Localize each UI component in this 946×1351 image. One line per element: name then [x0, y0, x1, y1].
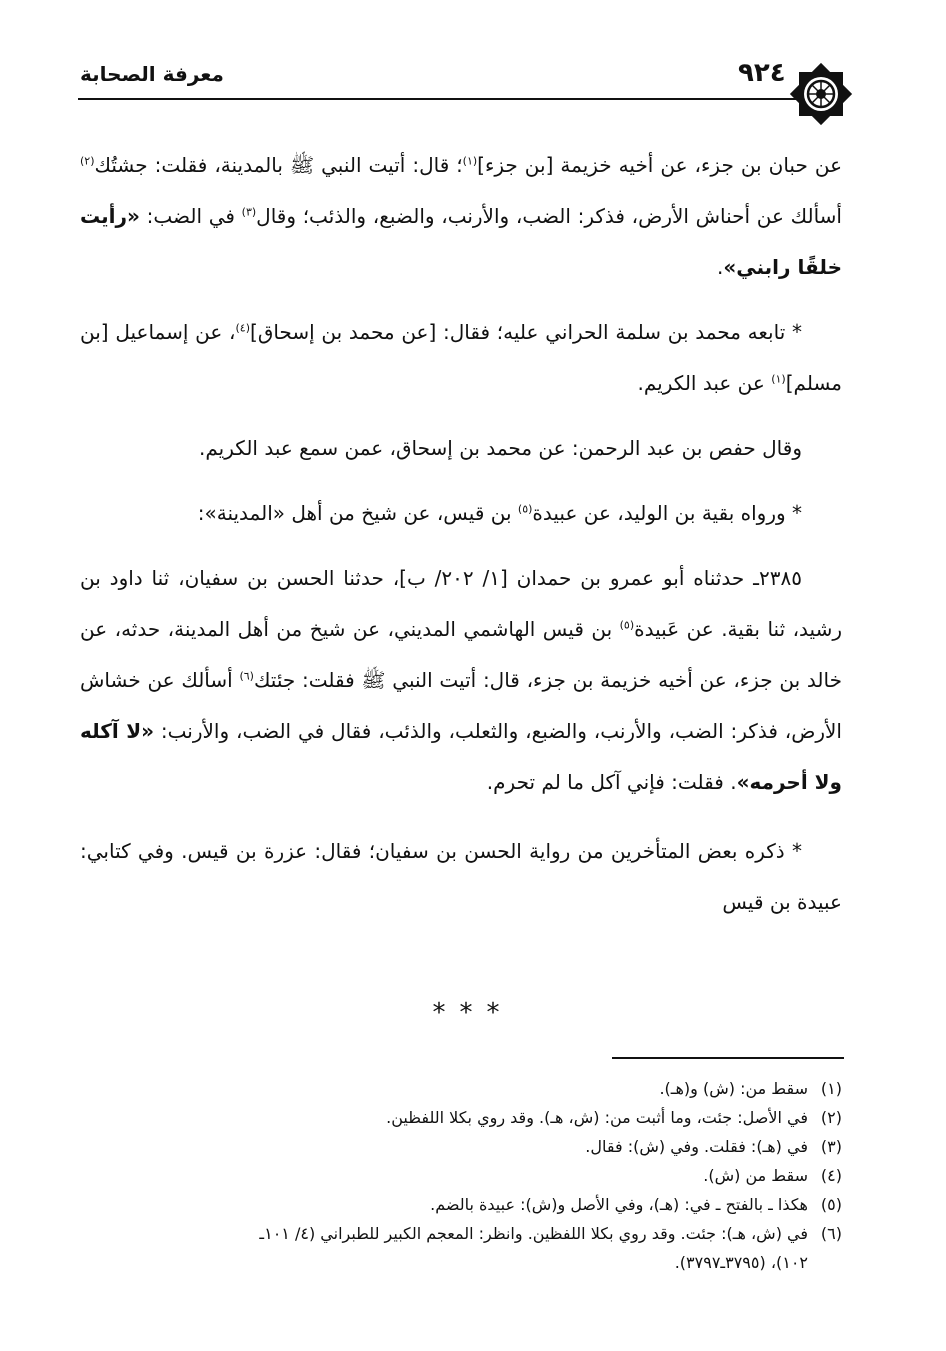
paragraph-1 [80, 140, 842, 293]
text-run: بن قيس، عن شيخ من أهل «المدينة»: [197, 501, 518, 525]
text-run: * تابعه محمد بن سلمة الحراني عليه؛ فقال: [عن محمد بن إسحاق] [250, 320, 802, 344]
footnote-text: هكذا ـ بالفتح ـ في: (هـ)، وفي الأصل و(ش): عبيدة بالضم. [430, 1195, 808, 1214]
hadith-quote: «رأيت خلقًا رابني» [80, 204, 842, 279]
footnote-ref[interactable]: (٥) [517, 502, 533, 516]
footnote-item [80, 1132, 842, 1161]
footnote-number: (٣) [820, 1137, 842, 1156]
text-run: ، عن إسماعيل [بن مسلم] [80, 320, 842, 395]
footnote-item [80, 1161, 842, 1190]
footnote-item [80, 1219, 842, 1248]
footnotes [80, 1074, 842, 1277]
paragraph-4 [80, 488, 842, 539]
paragraph-3: وقال حفص بن عبد الرحمن: عن محمد بن إسحاق، عمن سمع عبد الكريم. [199, 436, 802, 460]
text-run: . [716, 255, 724, 279]
paragraph-2 [80, 307, 842, 409]
section-separator: *** [432, 998, 514, 1028]
running-title: معرفة الصحابة [80, 62, 224, 86]
footnote-ref[interactable]: (٥) [619, 618, 635, 632]
text-run: أسألك عن أحناش الأرض، فذكر: الضب، والأرنب، والضبع، والذئب؛ وقال [256, 204, 842, 228]
text-run: عن عبد الكريم. [637, 371, 772, 395]
footnote-text: سقط من: (ش) و(هـ). [659, 1079, 808, 1098]
footnote-continuation: ١٠٢)، (٣٧٩٥ـ٣٧٩٧). [674, 1253, 808, 1272]
ornament-icon [785, 58, 857, 130]
header-rule [78, 98, 798, 100]
text-run: في الضب: [139, 204, 242, 228]
paragraph-5 [80, 553, 842, 808]
hadith-quote: «لا آكله ولا أحرمه» [80, 719, 842, 794]
footnote-rule [612, 1057, 844, 1059]
footnote-text: في الأصل: جئت، وما أثبت من: (ش، هـ). وقد روي بكلا اللفظين. [386, 1108, 808, 1127]
footnote-ref[interactable]: (١) [462, 154, 478, 168]
footnote-ref[interactable]: (٣) [241, 205, 257, 219]
paragraph-6: * ذكره بعض المتأخرين من رواية الحسن بن سفيان؛ فقال: عزرة بن قيس. وفي كتابي: عبيدة بن قيس [80, 839, 842, 914]
footnote-number: (٢) [820, 1108, 842, 1127]
footnote-ref[interactable]: (٤) [235, 321, 251, 335]
text-run: . فقلت: فإني آكل ما لم تحرم. [486, 770, 737, 794]
footnote-item [80, 1103, 842, 1132]
text-run: * ورواه بقية بن الوليد، عن عبيدة [532, 501, 802, 525]
footnote-text: في (هـ): فقلت. وفي (ش): فقال. [585, 1137, 808, 1156]
footnote-ref[interactable]: (٢) [80, 154, 95, 168]
text-run: ٢٣٨٥ـ حدثناه أبو عمرو بن حمدان [١/ ٢٠٢/ ب]، حدثنا الحسن بن سفيان، ثنا داود بن رشيد، ثنا بقية. عن عَبيدة [80, 566, 843, 641]
main-text [80, 140, 842, 928]
text-run: بن قيس الهاشمي المديني، عن شيخ من أهل المدينة، حدثه، عن خالد بن جزء، عن أخيه خزيمة بن جزء، قال: أتيت النبي ﷺ فقلت: جئتك [80, 617, 842, 692]
footnote-text: سقط من (ش). [703, 1166, 808, 1185]
text-run: عن حبان بن جزء، عن أخيه خزيمة [بن جزء] [477, 153, 843, 177]
footnote-number: (٦) [820, 1224, 842, 1243]
footnote-text: في (ش، هـ): جئت. وقد روي بكلا اللفظين. وانظر: المعجم الكبير للطبراني (٤/ ١٠١ـ [259, 1224, 808, 1243]
page-number: ٩٢٤ [738, 58, 786, 88]
text-run: ؛ قال: أتيت النبي ﷺ بالمدينة، فقلت: جشتُك [94, 153, 463, 177]
footnote-item [80, 1074, 842, 1103]
footnote-number: (٤) [820, 1166, 842, 1185]
footnote-number: (٥) [820, 1195, 842, 1214]
text-run: أسألك عن خشاش الأرض، فذكر: الضب، والأرنب، والضبع، والثعلب، والذئب، فقال في الضب، والأرنب: [80, 668, 842, 743]
footnote-number: (١) [820, 1079, 842, 1098]
footnote-ref[interactable]: (١) [771, 372, 786, 386]
footnote-item [80, 1190, 842, 1219]
footnote-ref[interactable]: (٦) [239, 669, 254, 683]
